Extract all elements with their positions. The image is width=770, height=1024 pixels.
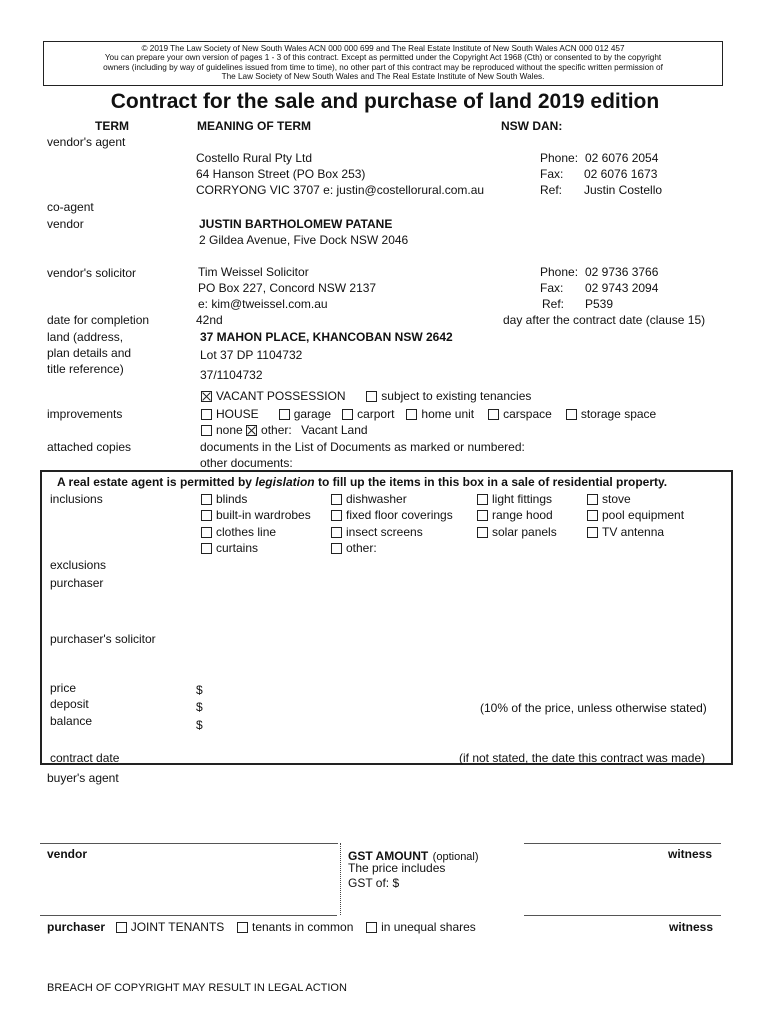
inclusion-item	[331, 525, 423, 539]
dishwasher-checkbox[interactable]	[331, 494, 342, 505]
contract-date-note: (if not stated, the date this contract was made)	[459, 751, 706, 765]
real-estate-heading	[57, 475, 667, 489]
completion-note: day after the contract date (clause 15)	[503, 313, 706, 327]
label-purchaser: purchaser	[50, 576, 104, 590]
inclusion-label: stove	[602, 492, 631, 506]
blinds-checkbox[interactable]	[201, 494, 212, 505]
gst-optional: (optional)	[432, 851, 479, 863]
stove-checkbox[interactable]	[587, 494, 598, 505]
other-value: Vacant Land	[301, 423, 368, 437]
solicitor-ref: P539	[585, 297, 614, 311]
tenancies-checkbox[interactable]	[366, 391, 377, 402]
improvement-option: carport	[357, 407, 395, 421]
label-land: plan details and	[47, 346, 132, 360]
carspace-checkbox[interactable]	[488, 409, 499, 420]
label-inclusions: inclusions	[50, 492, 103, 506]
inclusion-label: clothes line	[216, 525, 277, 539]
joint-tenants-checkbox[interactable]	[116, 922, 127, 933]
solicitor-fax-label: Fax:	[540, 281, 564, 295]
witness-signature-line	[524, 843, 721, 844]
label-witness: witness	[668, 847, 713, 861]
vendors-agent-name: Costello Rural Pty Ltd	[196, 151, 313, 165]
inclusion-label: dishwasher	[346, 492, 407, 506]
vendors-agent-phone: 02 6076 2054	[585, 151, 659, 165]
improvement-option: storage space	[580, 407, 657, 421]
solicitor-fax: 02 9743 2094	[585, 281, 659, 295]
vendors-agent-ref: Justin Costello	[584, 183, 663, 197]
balance-dollar: $	[196, 718, 203, 732]
label-attached: attached copies	[47, 440, 132, 454]
inclusion-label: light fittings	[492, 492, 553, 506]
heading-part: A real estate agent is permitted by	[57, 475, 256, 489]
inclusion-label: curtains	[216, 541, 259, 555]
label-price: price	[50, 681, 77, 695]
inclusion-item	[331, 541, 377, 555]
land-title-reference: 37/1104732	[200, 368, 263, 382]
vacant-possession-label: VACANT POSSESSION	[216, 389, 346, 403]
label-buyers-agent: buyer's agent	[47, 771, 119, 785]
label-vendors-solicitor: vendor's solicitor	[47, 266, 136, 280]
price-dollar: $	[196, 683, 203, 697]
inclusion-item	[201, 492, 247, 506]
inclusion-item	[587, 492, 631, 506]
clothes-line-checkbox[interactable]	[201, 527, 212, 538]
attached-line-2: other documents:	[200, 456, 293, 470]
carport-checkbox[interactable]	[342, 409, 353, 420]
inclusion-label: TV antenna	[602, 525, 665, 539]
inclusion-item	[587, 525, 664, 539]
tenants-in-common-label: tenants in common	[251, 920, 354, 934]
label-completion: date for completion	[47, 313, 150, 327]
vendors-agent-city-email: CORRYONG VIC 3707 e: justin@costellorural.com.au	[196, 183, 485, 197]
heading-part: to fill up the items in this box in a sale of residential property.	[314, 475, 668, 489]
solicitor-phone-label: Phone:	[540, 265, 579, 279]
heading-legislation: legislation	[255, 475, 315, 489]
gst-title: GST AMOUNT	[348, 849, 429, 863]
inclusion-item	[331, 492, 407, 506]
improvement-option: garage	[293, 407, 332, 421]
solicitor-name: Tim Weissel Solicitor	[198, 265, 309, 279]
vendors-agent-ref-label: Ref:	[540, 183, 563, 197]
inclusion-item	[331, 508, 453, 522]
inclusion-label: other:	[346, 541, 377, 555]
curtains-checkbox[interactable]	[201, 543, 212, 554]
improvements-row	[201, 407, 656, 421]
improvements-row-2	[201, 423, 368, 437]
label-land: land (address,	[47, 330, 124, 344]
house-checkbox[interactable]	[201, 409, 212, 420]
label-balance: balance	[50, 714, 93, 728]
inclusion-label: built-in wardrobes	[216, 508, 311, 522]
wardrobes-checkbox[interactable]	[201, 510, 212, 521]
other-inclusion-checkbox[interactable]	[331, 543, 342, 554]
copyright-notice	[43, 41, 723, 86]
inclusion-label: range hood	[492, 508, 553, 522]
home-unit-checkbox[interactable]	[406, 409, 417, 420]
inclusion-item	[201, 525, 276, 539]
label-vendor: vendor	[47, 217, 84, 231]
purchaser-row	[47, 920, 476, 934]
other-checkbox[interactable]	[246, 425, 257, 436]
label-witness-2: witness	[669, 920, 714, 934]
label-vendor-signature: vendor	[47, 847, 88, 861]
land-address: 37 MAHON PLACE, KHANCOBAN NSW 2642	[200, 330, 453, 344]
label-land: title reference)	[47, 362, 124, 376]
gst-line-2: GST of: $	[348, 876, 400, 890]
vacant-possession-checkbox[interactable]	[201, 391, 212, 402]
light-fittings-checkbox[interactable]	[477, 494, 488, 505]
inclusion-item	[477, 525, 557, 539]
copyright-line: The Law Society of New South Wales and The Real Estate Institute of New South Wales.	[221, 71, 545, 81]
inclusion-item	[201, 541, 258, 555]
gst-line-1: The price includes	[348, 861, 446, 875]
other-label: other:	[261, 423, 292, 437]
improvement-option: HOUSE	[216, 407, 259, 421]
none-checkbox[interactable]	[201, 425, 212, 436]
witness-signature-line-2	[524, 915, 721, 916]
label-contract-date: contract date	[50, 751, 120, 765]
tenants-in-common-checkbox[interactable]	[237, 922, 248, 933]
tenancies-label: subject to existing tenancies	[381, 389, 532, 403]
inclusion-label: insect screens	[346, 525, 423, 539]
unequal-shares-checkbox[interactable]	[366, 922, 377, 933]
garage-checkbox[interactable]	[279, 409, 290, 420]
header-term: TERM	[95, 119, 129, 133]
inclusion-item	[477, 492, 552, 506]
label-deposit: deposit	[50, 697, 89, 711]
copyright-line: You can prepare your own version of pages 1 - 3 of this contract. Except as permitted under the Copyright Act 1968 (Cth) or consented to by the copyright	[104, 53, 662, 63]
copyright-warning: BREACH OF COPYRIGHT MAY RESULT IN LEGAL ACTION	[47, 982, 347, 994]
solicitor-ref-label: Ref:	[542, 297, 565, 311]
vendors-agent-fax-label: Fax:	[540, 167, 564, 181]
vendors-agent-phone-label: Phone:	[540, 151, 579, 165]
insect-screens-checkbox[interactable]	[331, 527, 342, 538]
signature-divider	[340, 843, 341, 915]
joint-tenants-label: JOINT TENANTS	[130, 920, 225, 934]
inclusion-item	[587, 508, 684, 522]
solicitor-phone: 02 9736 3766	[585, 265, 659, 279]
range-hood-checkbox[interactable]	[477, 510, 488, 521]
purchaser-signature-line	[40, 915, 337, 916]
deposit-dollar: $	[196, 700, 203, 714]
label-exclusions: exclusions	[50, 558, 107, 572]
solar-panels-checkbox[interactable]	[477, 527, 488, 538]
none-label: none	[216, 423, 243, 437]
vendor-name: JUSTIN BARTHOLOMEW PATANE	[199, 217, 393, 231]
inclusion-label: fixed floor coverings	[346, 508, 453, 522]
inclusion-item	[201, 508, 311, 522]
floor-coverings-checkbox[interactable]	[331, 510, 342, 521]
deposit-note: (10% of the price, unless otherwise stated)	[480, 701, 707, 715]
pool-equipment-checkbox[interactable]	[587, 510, 598, 521]
solicitor-email: e: kim@tweissel.com.au	[198, 297, 328, 311]
possession-row	[201, 389, 531, 403]
page-title: Contract for the sale and purchase of land 2019 edition	[110, 90, 660, 113]
copyright-line: © 2019 The Law Society of New South Wales ACN 000 000 699 and The Real Estate Institute of New South Wales ACN 000 012 457	[141, 44, 625, 53]
vendor-signature-line	[40, 843, 338, 844]
copyright-line: owners (including by way of guidelines issued from time to time), no other part of this contract may be reproduced without the specific written permission of	[103, 62, 663, 72]
unequal-shares-label: in unequal shares	[381, 920, 476, 934]
inclusion-label: pool equipment	[602, 508, 685, 522]
inclusion-item	[477, 508, 553, 522]
improvement-option: home unit	[421, 407, 475, 421]
inclusion-label: blinds	[216, 492, 248, 506]
completion-value: 42nd	[196, 313, 223, 327]
improvement-option: carspace	[503, 407, 552, 421]
label-purchasers-solicitor: purchaser's solicitor	[50, 632, 156, 646]
vendors-agent-fax: 02 6076 1673	[584, 167, 658, 181]
label-improvements: improvements	[47, 407, 123, 421]
land-plan: Lot 37 DP 1104732	[200, 348, 303, 362]
vendors-agent-address: 64 Hanson Street (PO Box 253)	[196, 167, 366, 181]
storage-space-checkbox[interactable]	[566, 409, 577, 420]
header-meaning: MEANING OF TERM	[197, 119, 311, 133]
attached-line-1: documents in the List of Documents as marked or numbered:	[200, 440, 525, 454]
solicitor-address: PO Box 227, Concord NSW 2137	[198, 281, 377, 295]
header-nsw-dan: NSW DAN:	[501, 119, 563, 133]
inclusion-label: solar panels	[492, 525, 557, 539]
label-vendors-agent: vendor's agent	[47, 135, 126, 149]
label-co-agent: co-agent	[47, 200, 94, 214]
vendor-address: 2 Gildea Avenue, Five Dock NSW 2046	[199, 233, 409, 247]
tv-antenna-checkbox[interactable]	[587, 527, 598, 538]
label-purchaser-signature: purchaser	[47, 920, 106, 934]
